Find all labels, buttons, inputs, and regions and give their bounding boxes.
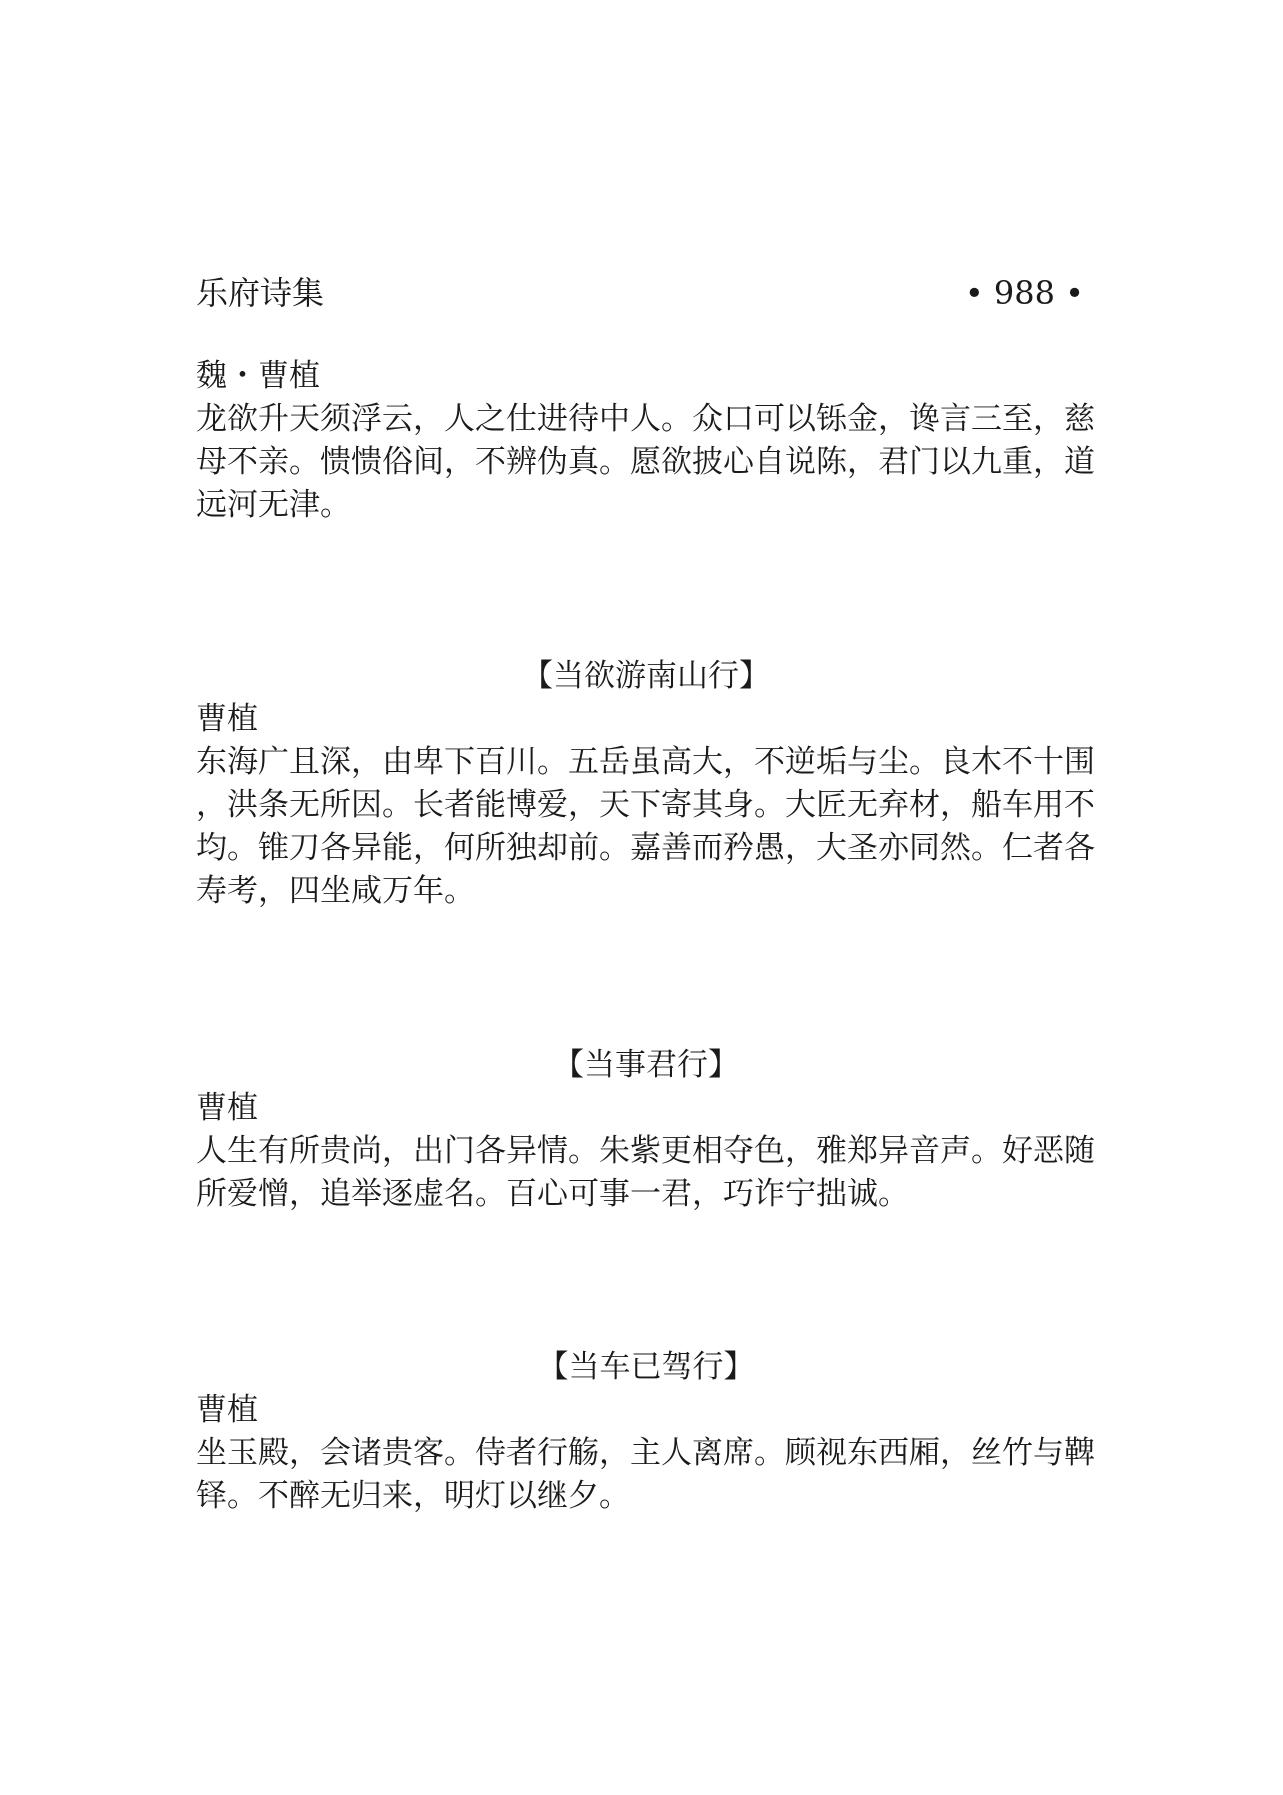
poem-author: 魏・曹植	[196, 358, 320, 394]
book-title: 乐府诗集	[196, 274, 325, 312]
poem-body: 龙欲升天须浮云，人之仕进待中人。众口可以铄金，谗言三至，慈母不亲。愦愦俗间，不辨伪真。愿欲披心自说陈，君门以九重，道远河无津。	[196, 401, 1095, 523]
poem-title: 【当车已驾行】	[537, 1349, 755, 1385]
poem-title: 【当事君行】	[553, 1047, 739, 1083]
poem-section	[196, 655, 1096, 913]
poem-section	[196, 1044, 1096, 1216]
page-number: • 988 •	[964, 274, 1084, 312]
poem-title: 【当欲游南山行】	[522, 658, 770, 694]
poem-section	[196, 1346, 1096, 1518]
running-header	[196, 268, 1084, 318]
poem-section	[196, 355, 1096, 527]
poem-body: 人生有所贵尚，出门各异情。朱紫更相夺色，雅郑异音声。好恶随所爱憎，追举逐虚名。百心可事一君，巧诈宁拙诚。	[196, 1133, 1095, 1212]
poem-author: 曹植	[196, 1090, 258, 1126]
poem-author: 曹植	[196, 701, 258, 737]
poem-body: 东海广且深，由卑下百川。五岳虽高大，不逆垢与尘。良木不十围，洪条无所因。长者能博爱，天下寄其身。大匠无弃材，船车用不均。锥刀各异能，何所独却前。嘉善而矜愚，大圣亦同然。仁者各寿考，四坐咸万年。	[196, 744, 1095, 909]
poem-body: 坐玉殿，会诸贵客。侍者行觞，主人离席。顾视东西厢，丝竹与鞞铎。不醉无归来，明灯以继夕。	[196, 1435, 1095, 1514]
poem-author: 曹植	[196, 1392, 258, 1428]
